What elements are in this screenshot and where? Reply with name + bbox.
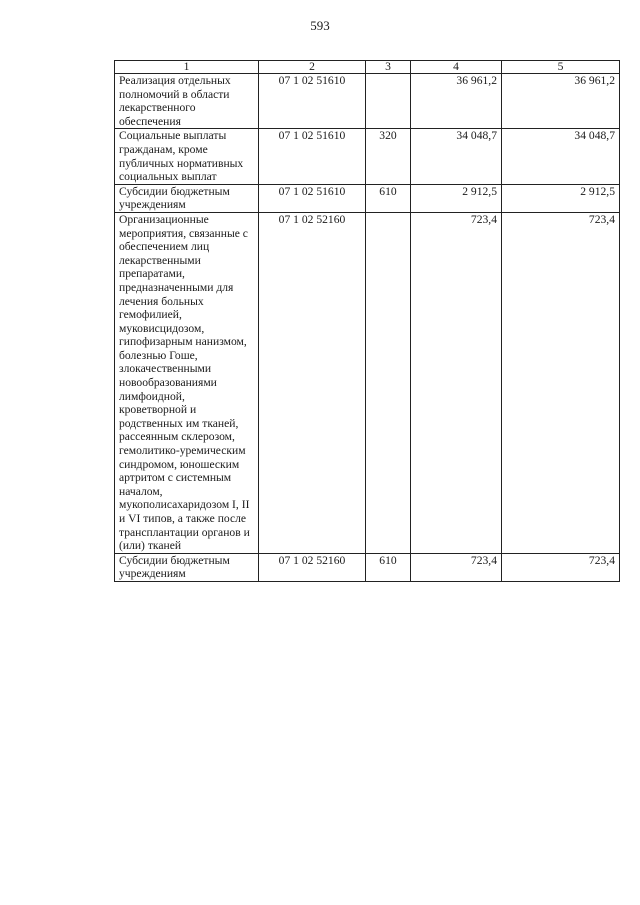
- row-name: Субсидии бюджетным учреждениям: [115, 553, 259, 581]
- row-type: [366, 74, 411, 129]
- column-header-2: 2: [259, 61, 366, 74]
- table-row: [115, 74, 620, 129]
- row-value-4: 2 912,5: [411, 184, 502, 212]
- row-value-5: 34 048,7: [502, 129, 620, 184]
- row-type: 320: [366, 129, 411, 184]
- row-type: 610: [366, 553, 411, 581]
- table-row: [115, 184, 620, 212]
- row-code: 07 1 02 51610: [259, 184, 366, 212]
- row-name: Субсидии бюджетным учреждениям: [115, 184, 259, 212]
- row-code: 07 1 02 52160: [259, 553, 366, 581]
- row-value-4: 36 961,2: [411, 74, 502, 129]
- budget-table: [114, 60, 620, 582]
- table-header-row: [115, 61, 620, 74]
- row-value-5: 723,4: [502, 212, 620, 553]
- row-value-4: 723,4: [411, 212, 502, 553]
- row-code: 07 1 02 52160: [259, 212, 366, 553]
- column-header-4: 4: [411, 61, 502, 74]
- column-header-1: 1: [115, 61, 259, 74]
- row-code: 07 1 02 51610: [259, 74, 366, 129]
- row-value-5: 36 961,2: [502, 74, 620, 129]
- row-value-5: 723,4: [502, 553, 620, 581]
- column-header-5: 5: [502, 61, 620, 74]
- row-value-4: 723,4: [411, 553, 502, 581]
- row-value-5: 2 912,5: [502, 184, 620, 212]
- page-number: 593: [310, 18, 330, 33]
- table-row: [115, 212, 620, 553]
- column-header-3: 3: [366, 61, 411, 74]
- row-name: Социальные выплаты гражданам, кроме публичных нормативных социальных выплат: [115, 129, 259, 184]
- table-row: [115, 553, 620, 581]
- row-name: Реализация отдельных полномочий в области лекарственного обеспечения: [115, 74, 259, 129]
- row-code: 07 1 02 51610: [259, 129, 366, 184]
- row-name: Организационные мероприятия, связанные с обеспечением лиц лекарственными препаратами, предназначенными для лечения больных гемофилией, муковисцидозом, гипофизарным нанизмом, болезнью Гоше, злокачественными новообразованиями лимфоидной, кроветворной и родственных им тканей, рассеянным склерозом, гемолитико-уремическим синдромом, юношеским артритом с системным началом, мукополисахаридозом I, II и VI типов, а также после трансплантации органов и (или) тканей: [115, 212, 259, 553]
- row-value-4: 34 048,7: [411, 129, 502, 184]
- row-type: 610: [366, 184, 411, 212]
- row-type: [366, 212, 411, 553]
- table-row: [115, 129, 620, 184]
